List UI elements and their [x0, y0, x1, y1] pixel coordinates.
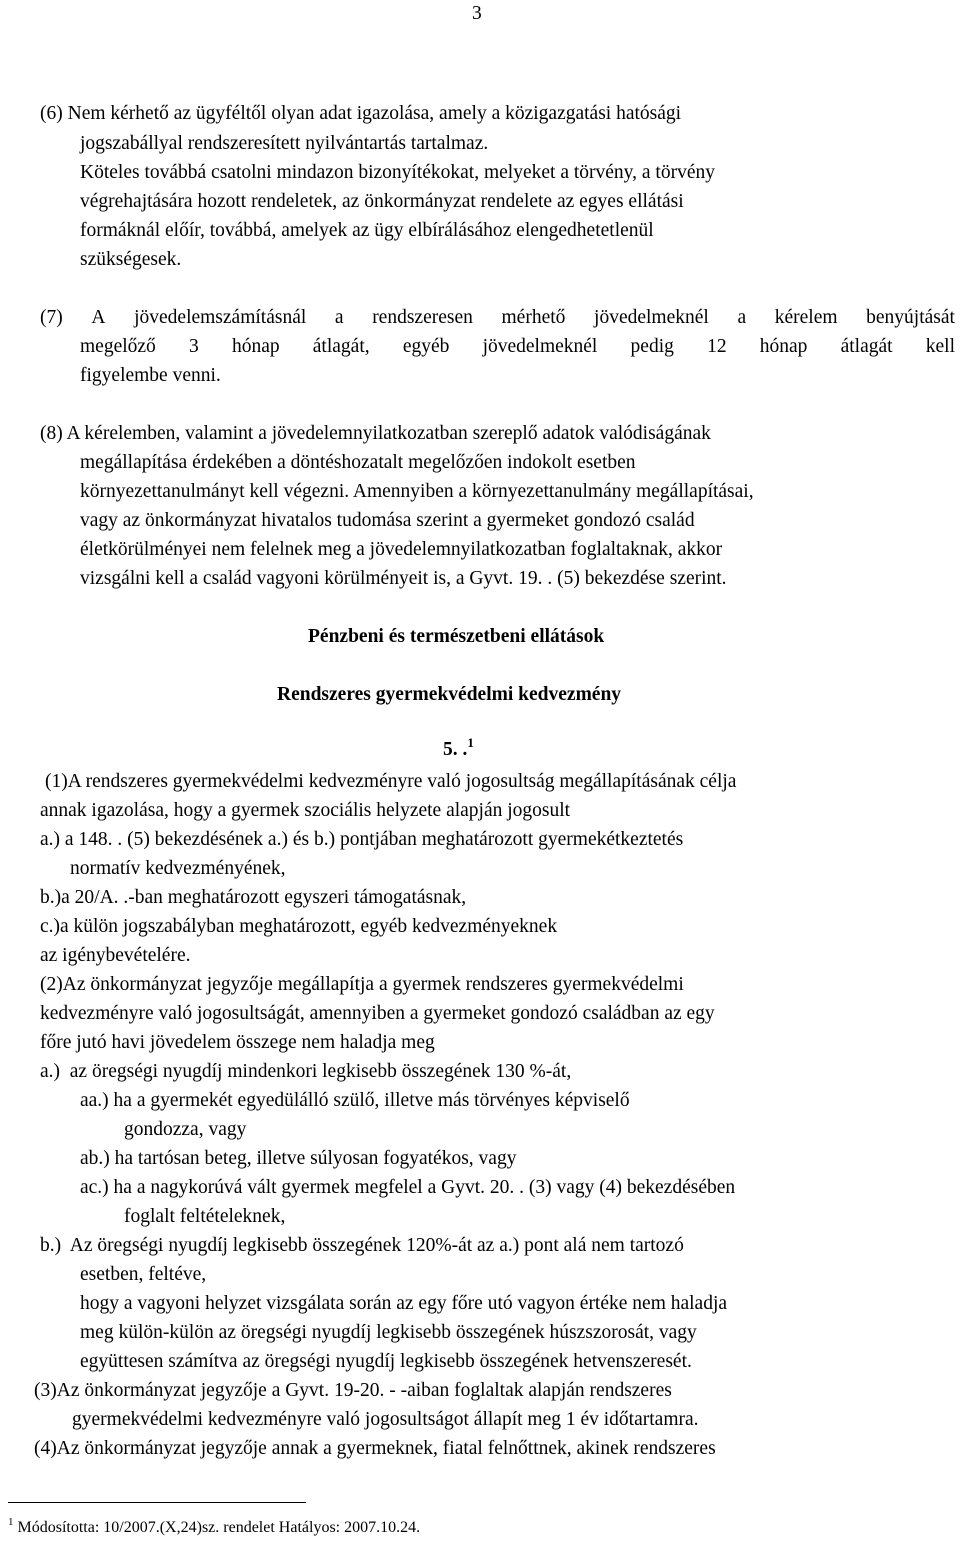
text-line: (7) A jövedelemszámításnál a rendszeresen mérhető jövedelmeknél a kérelem benyújtását — [40, 307, 955, 328]
page-number: 3 — [472, 3, 482, 24]
section-number — [443, 735, 474, 760]
text-line: gyermekvédelmi kedvezményre való jogosultságot állapít meg 1 év időtartamra. — [72, 1409, 699, 1430]
text-line: a.) a 148. . (5) bekezdésének a.) és b.) pontjában meghatározott gyermekétkeztetés — [40, 829, 684, 850]
footnote-marker: 1 — [8, 1516, 14, 1528]
text-line: Köteles továbbá csatolni mindazon bizonyítékokat, melyeket a törvény, a törvény — [80, 162, 715, 183]
text-line: esetben, feltéve, — [80, 1264, 207, 1285]
text-line: környezettanulmányt kell végezni. Amennyiben a környezettanulmány megállapításai, — [80, 481, 754, 502]
text-line: formáknál előír, továbbá, amelyek az ügy elbírálásához elengedhetetlenül — [80, 220, 654, 241]
text-line: b.)a 20/A. .-ban meghatározott egyszeri támogatásnak, — [40, 887, 467, 908]
footnote-text: Módosította: 10/2007.(X,24)sz. rendelet Hatályos: 2007.10.24. — [13, 1519, 421, 1536]
text-line: együttesen számítva az öregségi nyugdíj legkisebb összegének hetvenszeresét. — [80, 1351, 692, 1372]
text-line: gondozza, vagy — [124, 1119, 247, 1140]
text-line: foglalt feltételeknek, — [124, 1206, 286, 1227]
justified-line: megelőző 3 hónap átlagát, egyéb jövedelmeknél pedig 12 hónap átlagát kell — [80, 336, 955, 357]
text-line: szükségesek. — [80, 249, 182, 270]
text-line: (3)Az önkormányzat jegyzője a Gyvt. 19-20. - -aiban foglaltak alapján rendszeres — [34, 1380, 672, 1401]
text-line: ac.) ha a nagykorúvá vált gyermek megfelel a Gyvt. 20. . (3) vagy (4) bekezdésében — [80, 1177, 736, 1198]
text-line: vagy az önkormányzat hivatalos tudomása szerint a gyermeket gondozó család — [80, 510, 695, 531]
text-line: (4)Az önkormányzat jegyzője annak a gyermeknek, fiatal felnőttnek, akinek rendszeres — [34, 1438, 716, 1459]
heading-sub: Rendszeres gyermekvédelmi kedvezmény — [277, 684, 622, 705]
text-line: aa.) ha a gyermekét egyedülálló szülő, illetve más törvényes képviselő — [80, 1090, 630, 1111]
text-line: normatív kedvezményének, — [70, 858, 286, 879]
text-line: (6) Nem kérhető az ügyféltől olyan adat igazolása, amely a közigazgatási hatósági — [40, 103, 682, 124]
text-line — [80, 337, 955, 357]
text-line: c.)a külön jogszabályban meghatározott, egyéb kedvezményeknek — [40, 916, 558, 937]
text-line: meg külön-külön az öregségi nyugdíj legkisebb összegének húszszorosát, vagy — [80, 1322, 697, 1343]
text-line: megállapítása érdekében a döntéshozatalt megelőzően indokolt esetben — [80, 452, 636, 473]
heading-main: Pénzbeni és természetbeni ellátások — [308, 626, 605, 647]
text-line: figyelembe venni. — [80, 365, 221, 386]
text-line: annak igazolása, hogy a gyermek szociális helyzete alapján jogosult — [40, 800, 571, 821]
footnote — [8, 1516, 421, 1536]
text-line: életkörülményei nem felelnek meg a jövedelemnyilatkozatban foglaltaknak, akkor — [80, 539, 723, 560]
text-line: jogszabállyal rendszeresített nyilvántartás tartalmaz. — [80, 133, 489, 154]
footnote-separator — [8, 1502, 306, 1503]
text-line: (8) A kérelemben, valamint a jövedelemnyilatkozatban szereplő adatok valódiságának — [40, 423, 711, 444]
text-line: végrehajtására hozott rendeletek, az önkormányzat rendelete az egyes ellátási — [80, 191, 684, 212]
section-number-text: 5. . — [443, 739, 468, 760]
text-line: ab.) ha tartósan beteg, illetve súlyosan fogyatékos, vagy — [80, 1148, 517, 1169]
text-line: a.) az öregségi nyugdíj mindenkori legkisebb összegének 130 %-át, — [40, 1061, 572, 1082]
text-line: (2)Az önkormányzat jegyzője megállapítja a gyermek rendszeres gyermekvédelmi — [40, 974, 684, 995]
text-line: b.) Az öregségi nyugdíj legkisebb összegének 120%-át az a.) pont alá nem tartozó — [40, 1235, 684, 1256]
text-line: kedvezményre való jogosultságát, amennyiben a gyermeket gondozó családban az egy — [40, 1003, 715, 1024]
text-line: az igénybevételére. — [40, 945, 191, 966]
text-line: hogy a vagyoni helyzet vizsgálata során az egy főre utó vagyon értéke nem haladja — [80, 1293, 728, 1314]
text-line: (1)A rendszeres gyermekvédelmi kedvezményre való jogosultság megállapításának célja — [45, 771, 737, 792]
text-line: vizsgálni kell a család vagyoni körülményeit is, a Gyvt. 19. . (5) bekezdése szerint. — [80, 568, 727, 589]
footnote-reference: 1 — [467, 735, 474, 750]
text-line: főre jutó havi jövedelem összege nem haladja meg — [40, 1032, 435, 1053]
